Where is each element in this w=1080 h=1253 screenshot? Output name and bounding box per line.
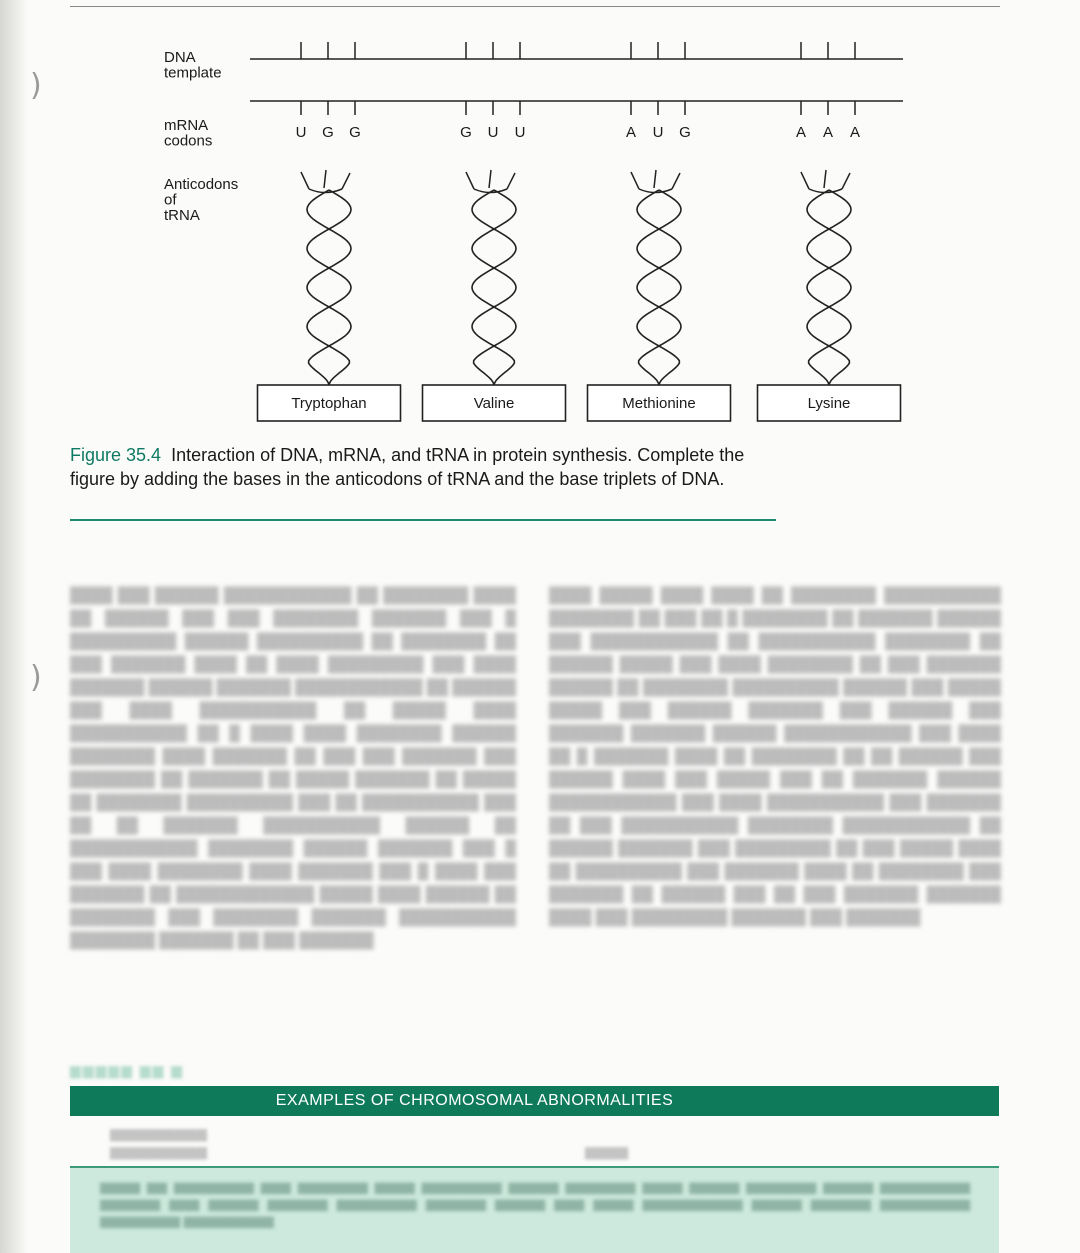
codon-column bbox=[258, 42, 401, 421]
protein-synthesis-diagram bbox=[0, 0, 1080, 440]
figure-caption bbox=[70, 443, 790, 491]
binding-mark: ) bbox=[30, 68, 42, 103]
mrna-codons-label-line: codons bbox=[164, 132, 213, 150]
binding-mark: ) bbox=[30, 660, 42, 695]
anticodon-prong bbox=[824, 170, 826, 188]
table-body-blurred: ▆▆▆▆ ▆▆ ▆▆▆▆▆▆▆▆ ▆▆▆ ▆▆▆▆▆▆▆ ▆▆▆▆ ▆▆▆▆▆▆▆▆ ▆▆▆▆▆ ▆▆▆▆▆▆▆ ▆▆▆▆ ▆▆▆▆▆ ▆▆▆▆▆▆▆ ▆▆▆▆▆ ▆▆▆▆▆▆▆▆▆ ▆▆▆▆▆▆ ▆▆▆ ▆▆▆▆▆ ▆▆▆▆▆▆ ▆▆▆▆▆▆▆▆ ▆▆▆▆▆▆ ▆▆▆▆▆ ▆▆▆ ▆▆▆▆ ▆▆▆▆▆▆▆▆▆▆ ▆▆▆▆▆ ▆▆▆▆▆▆ ▆▆▆▆▆▆▆▆▆ ▆▆▆▆▆▆▆▆ ▆▆▆▆▆▆▆▆▆ bbox=[70, 1168, 999, 1253]
mrna-base-letter: G bbox=[349, 124, 361, 141]
caption-text: Interaction of DNA, mRNA, and tRNA in protein synthesis. Complete the figure by adding the bases in the anticodons of tRNA and the base triplets of DNA. bbox=[70, 445, 745, 489]
mrna-base-letter: A bbox=[795, 124, 807, 141]
mrna-base-letter: U bbox=[295, 124, 307, 141]
anticodon-prong bbox=[654, 170, 656, 188]
body-text-left-blurred: ████ ███ ██████ ████████████ ██ ████████ ████ ██ ██████ ███ ███ ████████ ███████ ███ █ ██████████ ██████ ██████████ ██ ████████ ██ ███ ███████ ████ ██ ████ █████████ ███ ████ ███████ ██████ ███████ ████████████ ██ ██████ ███ ████ ███████████ ██ █████ ████ ███████████ ██ █ ████ ████ ████████ ██████ ████████ ████ ███████ ██ ███ ███ ███████ ███ ████████ ██ ███████ ██ █████ ███████ ██ █████ ██ ████████ ██████████ ███ ██ ███████████ ███ ██ ██ ███████ ███████████ ██████ ██ ████████████ ████████ ██████ ███████ ███ █ ███ ████ ████████ ████ ███████ ███ █ ████ ███ ███████ ██ █████████████ █████ ████ ██████ ██ ████████ ███ ████████ ███████ ███████████ ████████ ███████ ██ ███ ███████ bbox=[70, 587, 516, 949]
codon-columns bbox=[258, 42, 901, 421]
mrna-base-letter: G bbox=[322, 124, 334, 141]
table-number-blurred: ▆▆▆▆▆ ▆▆ ▆ bbox=[70, 1062, 184, 1078]
codon-column bbox=[588, 42, 731, 421]
mrna-base-letter: G bbox=[679, 124, 691, 141]
anticodon-prong bbox=[631, 172, 639, 189]
caption-rule bbox=[70, 519, 776, 521]
mrna-codons-label-line: mRNA bbox=[164, 117, 209, 134]
anticodon-prong bbox=[301, 172, 309, 189]
anticodons-label-line: tRNA bbox=[164, 207, 200, 224]
row-labels bbox=[164, 49, 238, 224]
mrna-base-letter: A bbox=[822, 124, 834, 141]
body-text-right-blurred: ████ █████ ████ ████ ██ ████████ ███████████ ████████ ██ ███ ██ █ ████████ ██ ███████ ██████ ███ ████████████ ██ ███████████ ████████ ██ ██████ █████ ███ ████ ████████ ██ ███ ███████ ██████ ██ ████████ ██████████ ██████ ███ █████ █████ ███ ██████ ███████ ███ ██████ ███ ███████ ███████ ██████ ████████████ ███ ████ ██ █ ███████ ████ ██ ████████ ██ ██ ██████ ███ ██████ ████ ███ █████ ███ ██ ███████ ██████ ████████████ ███ ████ ███████████ ███ ███████ ██ ███ ███████████ ████████ ████████████ ██ ██████ ███████ ███ █████████ ██ ███ █████ ████ ██ ██████████ ███ ███████ ████ ██ ████████ ███ ███████ ██ ██████ ███ ██ ███ ███████ ███████ ████ ███ █████████ ███████ ███ ███████ bbox=[549, 587, 1001, 926]
anticodon-prong bbox=[324, 170, 326, 188]
dna-template-label-line: template bbox=[164, 64, 222, 82]
table-column-heads-blurred: ▆▆▆▆▆▆▆▆▆ ▆▆▆▆▆▆▆▆▆ ▆▆▆▆ bbox=[110, 1125, 629, 1159]
anticodon-prong bbox=[489, 170, 491, 188]
dna-template-label-line: DNA bbox=[164, 49, 196, 66]
anticodon-prong bbox=[801, 172, 809, 189]
mrna-base-letter: A bbox=[625, 124, 637, 141]
mrna-base-letter: G bbox=[460, 124, 472, 141]
amino-acid-label: Lysine bbox=[807, 395, 851, 412]
anticodons-label-line: Anticodons bbox=[164, 176, 239, 193]
amino-acid-label: Valine bbox=[473, 395, 515, 412]
amino-acid-label: Tryptophan bbox=[291, 395, 367, 412]
mrna-base-letter: U bbox=[652, 124, 664, 141]
table-title-bar bbox=[70, 1086, 999, 1116]
anticodons-label-line: of bbox=[164, 191, 177, 209]
anticodon-prong bbox=[466, 172, 474, 189]
mrna-base-letter: A bbox=[849, 124, 861, 141]
mrna-base-letter: U bbox=[514, 124, 526, 141]
codon-column bbox=[423, 42, 566, 421]
amino-acid-label: Methionine bbox=[622, 395, 696, 412]
table-title: EXAMPLES OF CHROMOSOMAL ABNORMALITIES bbox=[275, 1092, 674, 1109]
anticodon-prong bbox=[507, 173, 515, 189]
codon-column bbox=[758, 42, 901, 421]
figure-number: Figure 35.4 bbox=[70, 445, 162, 465]
anticodon-prong bbox=[672, 173, 680, 189]
mrna-base-letter: U bbox=[487, 124, 499, 141]
anticodon-prong bbox=[842, 173, 850, 189]
anticodon-prong bbox=[342, 173, 350, 189]
